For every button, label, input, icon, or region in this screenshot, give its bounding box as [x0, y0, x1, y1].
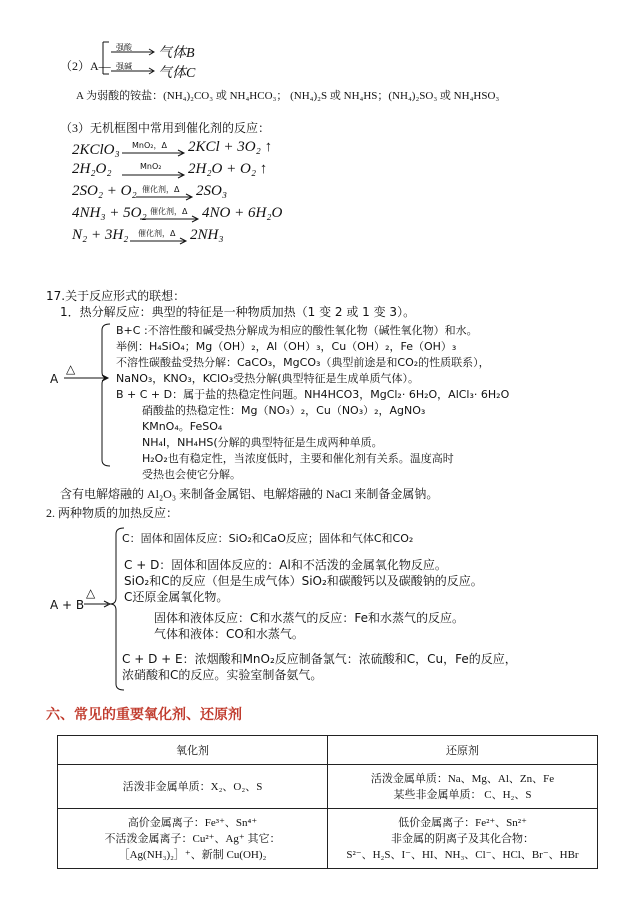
table-row: [58, 765, 598, 809]
two-sub-line-2: C + D：固体和固体反应的：Al和不活泼的金属氧化物反应。: [124, 558, 447, 572]
arrow-label-strong-base: 强碱: [116, 62, 132, 71]
two-sub-line-6: 气体和液体：CO和水蒸气。: [154, 627, 304, 641]
heat-icon: △: [66, 362, 76, 376]
cell-line: 低价金属离子：Fe²⁺、Sn²⁺: [398, 816, 527, 829]
heat-icon-2: △: [86, 586, 96, 600]
weak-acid-ammonium-note: A 为弱酸的铵盐：(NH₄)₂CO₃ 或 NH₄HCO₃； (NH₄)₂S 或 NH₄HS；(NH₄)₂SO₃ 或 NH₄HSO₃: [76, 90, 500, 102]
cell-line: S²⁻、H₂S、I⁻、HI、NH₃、Cl⁻、HCl、Br⁻、HBr: [346, 848, 579, 861]
table-row: [58, 809, 598, 869]
table-header-row: [58, 736, 598, 765]
decomp-line-6: 硝酸盐的热稳定性：Mg（NO₃）₂，Cu（NO₃）₂，AgNO₃: [142, 404, 426, 417]
table-cell-reductant-2: [328, 809, 598, 869]
decomp-line-2: 举例：H₄SiO₄；Mg（OH）₂，Al（OH）₃，Cu（OH）₂，Fe（OH）₃: [116, 340, 457, 353]
cell-line: 不活泼金属离子：Cu²⁺、Ag⁺ 其它：: [104, 832, 281, 845]
reactants-ab-label: A + B: [50, 598, 85, 612]
decomp-line-4: NaNO₃，KNO₃，KClO₃受热分解(典型特征是生成单质气体）。: [116, 372, 419, 385]
gas-c: 气体C: [158, 66, 196, 81]
decomp-line-1: B+C :不溶性酸和碱受热分解成为相应的酸性氧化物（碱性氧化物）和水。: [116, 324, 478, 337]
two-substance-brace: [82, 524, 126, 694]
electrolysis-note: 含有电解熔融的 Al₂O₃ 来制备金属铝、电解熔融的 NaCl 来制备金属钠。: [60, 487, 439, 501]
reaction-3-left: 2SO₂ + O₂: [72, 183, 137, 199]
reaction-1-right: 2KCl + 3O₂ ↑: [188, 139, 273, 155]
reaction-5-left: N₂ + 3H₂: [72, 227, 129, 243]
table-cell-oxidant-2: [58, 809, 328, 869]
catalyst-title: （3）无机框图中常用到催化剂的反应：: [60, 121, 271, 135]
reaction-4-cond: 催化剂，Δ: [150, 207, 188, 216]
reaction-1-left: 2KClO₃: [72, 142, 120, 158]
reactant-a-label: A: [50, 372, 59, 386]
reaction-4-right: 4NO + 6H₂O: [202, 205, 283, 221]
decomp-line-7: KMnO₄。FeSO₄: [142, 420, 223, 433]
two-sub-line-4: C还原金属氧化物。: [124, 590, 229, 604]
header-oxidant: 氧化剂: [58, 736, 328, 765]
reaction-1: [72, 139, 120, 159]
decomp-line-9: H₂O₂也有稳定性，当浓度低时，主要和催化剂有关系。温度高时: [142, 452, 454, 465]
reaction-2-left: 2H₂O₂: [72, 161, 112, 177]
header-reductant: 还原剂: [328, 736, 598, 765]
section-17-title: 17.关于反应形式的联想：: [46, 289, 186, 303]
item-2-label: （2）A—: [60, 59, 111, 73]
oxidant-reductant-table: [57, 735, 598, 869]
reaction-3-cond: 催化剂，Δ: [142, 185, 180, 194]
cell-line: 活泼金属单质：Na、Mg、Al、Zn、Fe: [370, 772, 555, 785]
decomp-line-5: B + C + D：属于盐的热稳定性问题。NH4HCO3，MgCl₂· 6H₂O，AlCl₃· 6H₂O: [116, 388, 510, 401]
reaction-2-cond: MnO₂: [140, 162, 162, 171]
reaction-3-right: 2SO₃: [196, 183, 228, 199]
decomp-line-3: 不溶性碳酸盐受热分解：CaCO₃，MgCO₃（典型前途是和CO₂的性质联系），: [116, 356, 490, 369]
thermal-decomposition-subtitle: 1．热分解反应：典型的特征是一种物质加热（1 变 2 或 1 变 3）。: [60, 305, 416, 319]
two-sub-line-3: SiO₂和C的反应（但是生成气体）SiO₂和碳酸钙以及碳酸钠的反应。: [124, 574, 483, 588]
cell-line: 高价金属离子：Fe³⁺、Sn⁴⁺: [127, 816, 258, 829]
cell-line: 某些非金属单质： C、H₂、S: [393, 788, 532, 801]
two-sub-line-5: 固体和液体反应：C和水蒸气的反应：Fe和水蒸气的反应。: [154, 611, 465, 625]
two-sub-line-1: C：固体和固体反应：SiO₂和CaO反应；固体和气体C和CO₂: [122, 532, 414, 545]
cell-line: ［Ag(NH₃)₂］⁺、新制 Cu(OH)₂: [118, 848, 267, 861]
reaction-5-right: 2NH₃: [190, 227, 224, 243]
reaction-5-cond: 催化剂，Δ: [138, 229, 176, 238]
decomp-line-10: 受热也会使它分解。: [142, 468, 241, 481]
cell-line: 活泼非金属单质：X₂、O₂、S: [122, 780, 263, 793]
reaction-4-left: 4NH₃ + 5O₂: [72, 205, 147, 221]
section-2-title: 2. 两种物质的加热反应：: [46, 506, 179, 520]
two-sub-line-7: C + D + E：浓烟酸和MnO₂反应制备氯气：浓硫酸和C，Cu，Fe的反应，: [122, 652, 517, 666]
two-sub-line-8: 浓硝酸和C的反应。实验室制备氨气。: [122, 668, 323, 682]
reaction-2-right: 2H₂O + O₂ ↑: [188, 161, 268, 177]
table-cell-oxidant-1: [58, 765, 328, 809]
reaction-1-cond: MnO₂，Δ: [132, 141, 167, 150]
decomp-line-8: NH₄I，NH₄HS(分解的典型特征是生成两种单质。: [142, 436, 383, 449]
section-6-heading: 六、常见的重要氧化剂、还原剂: [46, 707, 242, 723]
cell-line: 非金属的阴离子及其化合物：: [391, 832, 534, 845]
table-cell-reductant-1: [328, 765, 598, 809]
arrow-label-strong-acid: 强酸: [116, 43, 132, 52]
gas-b: 气体B: [158, 46, 195, 61]
decomposition-brace: [62, 320, 114, 470]
